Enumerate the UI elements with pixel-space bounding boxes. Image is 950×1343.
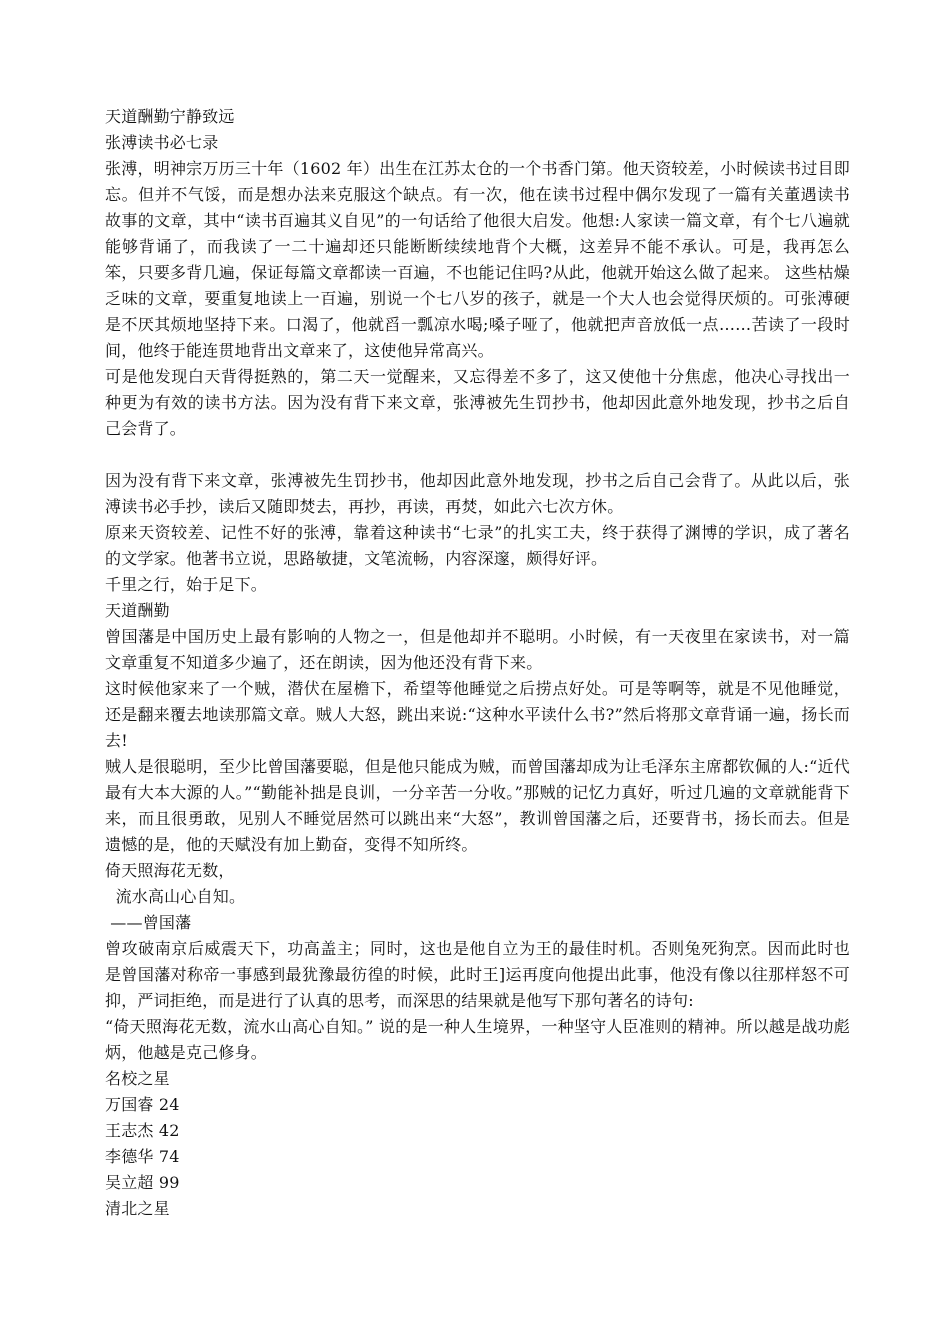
blank-line xyxy=(105,442,850,468)
paragraph-5: 曾国藩是中国历史上最有影响的人物之一，但是他却并不聪明。小时候，有一天夜里在家读书，对一篇文章重复不知道多少遍了，还在朗读，因为他还没有背下来。 xyxy=(105,627,850,672)
paragraph-9: “倚天照海花无数，流水山高心自知。” 说的是一种人生境界，一种坚守人臣准则的精神。所以越是战功彪炳，他越是克己修身。 xyxy=(105,1017,850,1062)
proverb-line: 千里之行，始于足下。 xyxy=(105,575,268,594)
section-heading-tiandao: 天道酬勤 xyxy=(105,601,170,620)
section-heading-zhangpu: 张溥读书必七录 xyxy=(105,133,219,152)
paragraph-6: 这时候他家来了一个贼，潜伏在屋檐下，希望等他睡觉之后捞点好处。可是等啊等，就是不见他睡觉，还是翻来覆去地读那篇文章。贼人大怒，跳出来说:“这种水平读什么书?”然后将那文章背诵一遍，扬长而去! xyxy=(105,679,850,750)
paragraph-1: 张溥，明神宗万历三十年（1602 年）出生在江苏太仓的一个书香门第。他天资较差，小时候读书过目即忘。但并不气馁，而是想办法来克服这个缺点。有一次，他在读书过程中偶尔发现了一篇有关董遇读书故事的文章，其中“读书百遍其义自见”的一句话给了他很大启发。他想:人家读一篇文章，有个七八遍就能够背诵了，而我读了一二十遍却还只能断断续续地背个大概，这差异不能不承认。可是，我再怎么笨，只要多背几遍，保证每篇文章都读一百遍，不也能记住吗?从此，他就开始这么做了起来。 这些枯燥乏味的文章，要重复地读上一百遍，别说一个七八岁的孩子，就是一个大人也会觉得厌烦的。可张溥硬是不厌其烦地坚持下来。口渴了，他就舀一瓢凉水喝;嗓子哑了，他就把声音放低一点……苦读了一段时间，他终于能连贯地背出文章来了，这使他异常高兴。 xyxy=(105,159,850,360)
list-item: 李德华 74 xyxy=(105,1147,180,1166)
list-item: 吴立超 99 xyxy=(105,1173,180,1192)
poem-line-2: 流水高山心自知。 xyxy=(105,887,246,906)
document-title: 天道酬勤宁静致远 xyxy=(105,107,235,126)
paragraph-4: 原来天资较差、记性不好的张溥，靠着这种读书“七录”的扎实工夫，终于获得了渊博的学识，成了著名的文学家。他著书立说，思路敏捷，文笔流畅，内容深邃，颇得好评。 xyxy=(105,523,850,568)
list-title: 名校之星 xyxy=(105,1069,170,1088)
paragraph-7: 贼人是很聪明，至少比曾国藩要聪，但是他只能成为贼，而曾国藩却成为让毛泽东主席都钦佩的人:“近代最有大本大源的人。”“勤能补拙是良训，一分辛苦一分收。”那贼的记忆力真好，听过几遍的文章就能背下来，而且很勇敢，见别人不睡觉居然可以跳出来“大怒”，教训曾国藩之后，还要背书，扬长而去。但是遗憾的是，他的天赋没有加上勤奋，变得不知所终。 xyxy=(105,757,850,854)
document-body xyxy=(105,104,850,1222)
footer-title: 清北之星 xyxy=(105,1199,170,1218)
list-item: 王志杰 42 xyxy=(105,1121,180,1140)
paragraph-2: 可是他发现白天背得挺熟的，第二天一觉醒来，又忘得差不多了，这又使他十分焦虑，他决心寻找出一种更为有效的读书方法。因为没有背下来文章，张溥被先生罚抄书，他却因此意外地发现，抄书之后自己会背了。 xyxy=(105,367,850,438)
poem-line-1: 倚天照海花无数， xyxy=(105,861,235,880)
paragraph-3: 因为没有背下来文章，张溥被先生罚抄书，他却因此意外地发现，抄书之后自己会背了。从此以后，张溥读书必手抄，读后又随即焚去，再抄，再读，再焚，如此六七次方休。 xyxy=(105,471,850,516)
list-item: 万国睿 24 xyxy=(105,1095,180,1114)
poem-author: ——曾国藩 xyxy=(105,913,192,932)
paragraph-8: 曾攻破南京后威震天下，功高盖主；同时，这也是他自立为王的最佳时机。否则兔死狗烹。因而此时也是曾国藩对称帝一事感到最犹豫最彷徨的时候，此时王]运再度向他提出此事，他没有像以往那样怒不可抑，严词拒绝，而是进行了认真的思考，而深思的结果就是他写下那句著名的诗句: xyxy=(105,939,850,1010)
